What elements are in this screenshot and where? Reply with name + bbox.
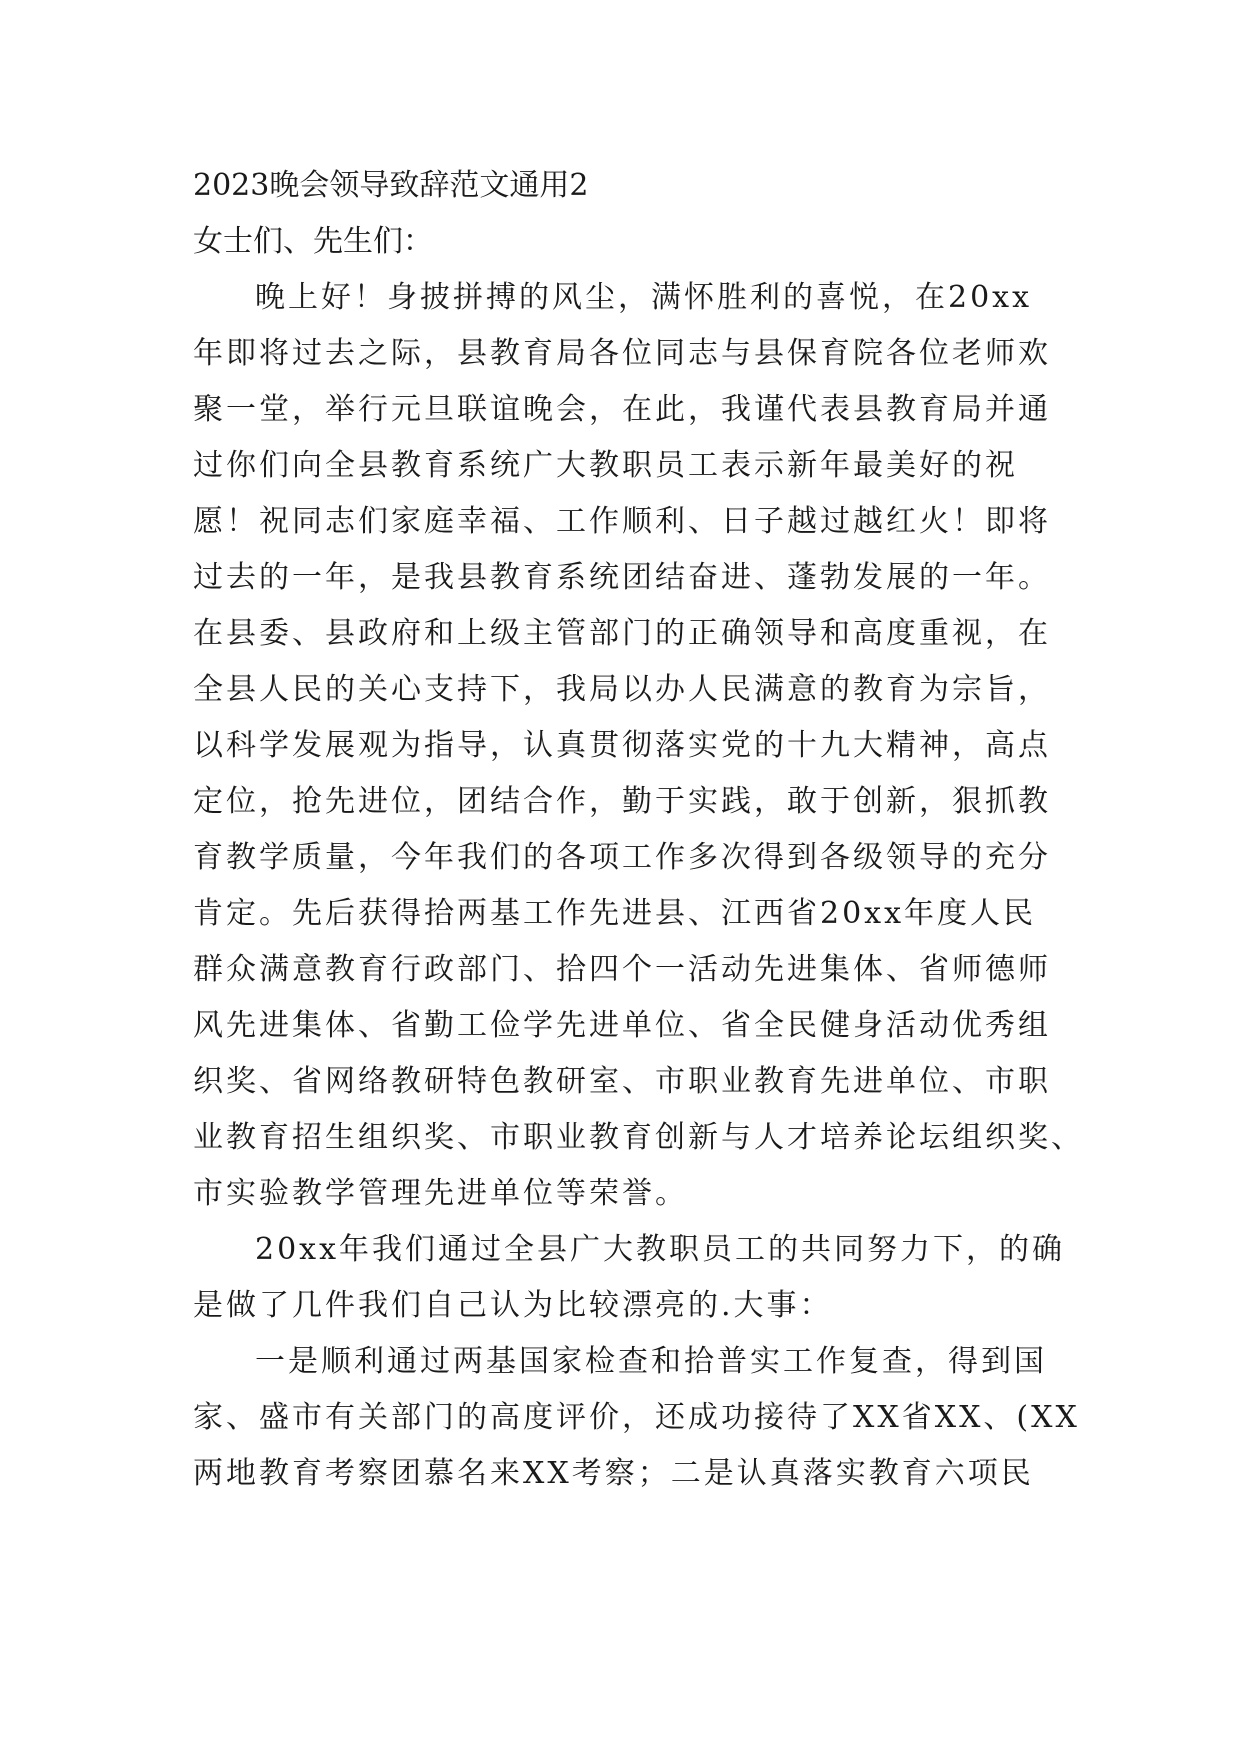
paragraph-line: 愿！祝同志们家庭幸福、工作顺利、日子越过越红火！即将 <box>193 504 1051 539</box>
paragraph-line: 晚上好！身披拼搏的风尘，满怀胜利的喜悦，在20xx <box>255 280 1033 315</box>
document-title: 2023晚会领导致辞范文通用2 <box>193 168 589 203</box>
paragraph-line: 在县委、县政府和上级主管部门的正确领导和高度重视，在 <box>193 616 1051 651</box>
paragraph-line: 育教学质量，今年我们的各项工作多次得到各级领导的充分 <box>193 840 1051 875</box>
paragraph-line: 市实验教学管理先进单位等荣誉。 <box>193 1176 688 1211</box>
salutation: 女士们、先生们： <box>193 224 433 259</box>
paragraph-line: 肯定。先后获得拾两基工作先进县、江西省20xx年度人民 <box>193 896 1037 931</box>
paragraph-line: 以科学发展观为指导，认真贯彻落实党的十九大精神，高点 <box>193 728 1051 763</box>
paragraph-greeting <box>193 270 1084 1222</box>
paragraph-line: 全县人民的关心支持下，我局以办人民满意的教育为宗旨， <box>193 672 1051 707</box>
paragraph-line: 聚一堂，举行元旦联谊晚会，在此，我谨代表县教育局并通 <box>193 392 1051 427</box>
paragraph-line: 一是顺利通过两基国家检查和拾普实工作复查，得到国 <box>255 1344 1047 1379</box>
paragraph-line: 是做了几件我们自己认为比较漂亮的.大事： <box>193 1288 833 1323</box>
document-body <box>193 158 1084 1502</box>
paragraph-achievements-intro <box>193 1222 1066 1334</box>
paragraph-line: 20xx年我们通过全县广大教职员工的共同努力下，的确 <box>255 1232 1066 1267</box>
paragraph-line: 年即将过去之际，县教育局各位同志与县保育院各位老师欢 <box>193 336 1051 371</box>
paragraph-line: 织奖、省网络教研特色教研室、市职业教育先进单位、市职 <box>193 1064 1051 1099</box>
paragraph-achievements-list <box>193 1334 1080 1502</box>
paragraph-line: 两地教育考察团慕名来XX考察；二是认真落实教育六项民 <box>193 1456 1034 1491</box>
paragraph-line: 定位，抢先进位，团结合作，勤于实践，敢于创新，狠抓教 <box>193 784 1051 819</box>
paragraph-line: 过去的一年，是我县教育系统团结奋进、蓬勃发展的一年。 <box>193 560 1051 595</box>
paragraph-line: 群众满意教育行政部门、拾四个一活动先进集体、省师德师 <box>193 952 1051 987</box>
paragraph-line: 家、盛市有关部门的高度评价，还成功接待了XX省XX、(XX <box>193 1400 1080 1435</box>
paragraph-line: 过你们向全县教育系统广大教职员工表示新年最美好的祝 <box>193 448 1018 483</box>
paragraph-line: 风先进集体、省勤工俭学先进单位、省全民健身活动优秀组 <box>193 1008 1051 1043</box>
paragraph-line: 业教育招生组织奖、市职业教育创新与人才培养论坛组织奖、 <box>193 1120 1084 1155</box>
